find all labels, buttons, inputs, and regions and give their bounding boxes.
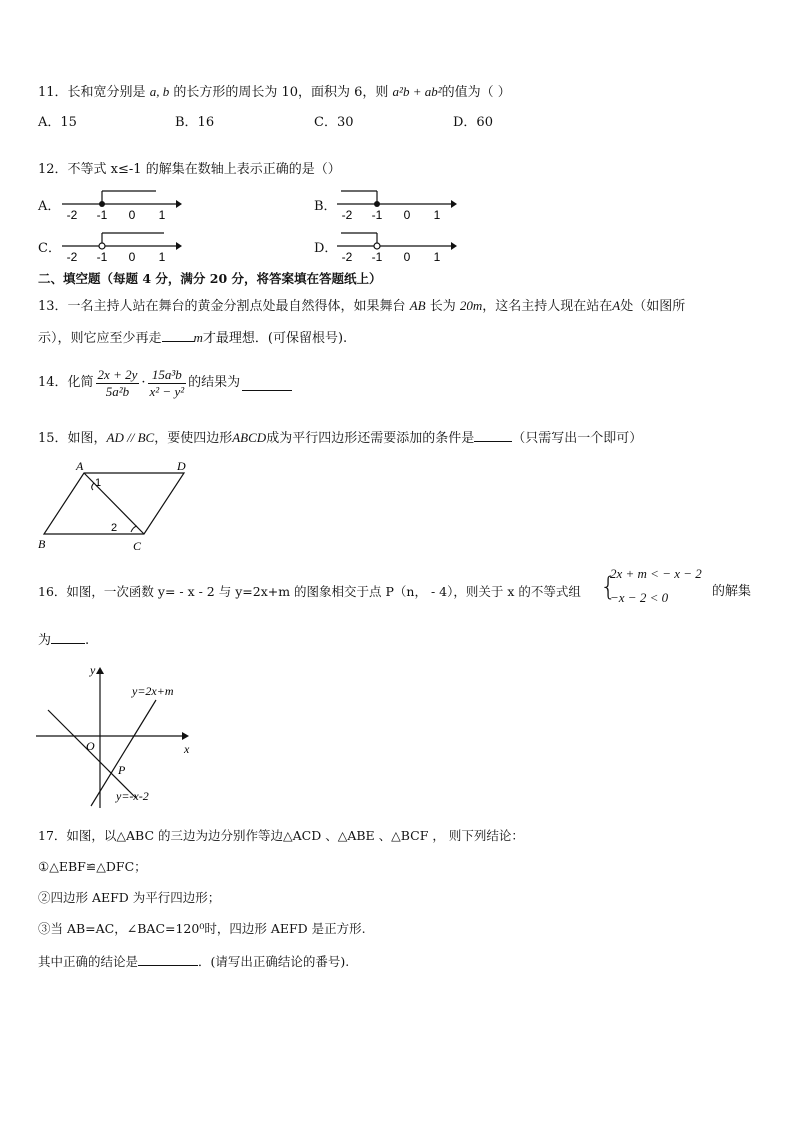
fraction-denominator: 5a²b: [105, 383, 130, 399]
q15-condition: AD // BC: [106, 430, 155, 445]
point-label-p: P: [118, 763, 126, 777]
tick-label: 0: [403, 208, 411, 222]
q12-numberline-d: [333, 228, 459, 264]
tick-label: 0: [403, 250, 411, 264]
fraction-numerator: 15a³b: [148, 367, 187, 384]
q12-label-d: D．: [314, 241, 338, 256]
tick-label: 1: [158, 208, 166, 222]
q14-suffix: 的结果为: [188, 375, 241, 390]
system-eq-2: −x − 2 < 0: [610, 590, 669, 605]
q12-label-c: C．: [38, 241, 61, 256]
axis-label-x: x: [184, 742, 190, 756]
q13-text: 示），则它应至少再走: [38, 331, 162, 346]
tick-label: 1: [433, 208, 441, 222]
q12-stem: 12．不等式 x≤-1 的解集在数轴上表示正确的是（）: [38, 162, 341, 177]
q13-text: ，这名主持人现在站在: [482, 299, 613, 314]
q16-text: .: [85, 633, 90, 648]
system-eq-1: 2x + m < − x − 2: [610, 566, 702, 581]
q13-text: 才最理想．(可保留根号).: [202, 331, 348, 346]
q11-option-a: A．15: [38, 115, 77, 130]
q17-text: ．(请写出正确结论的番号).: [198, 954, 350, 969]
q11-text-b: 的长方形的周长为 10，面积为 6，则: [173, 85, 389, 100]
q12-numberline-b: [333, 186, 459, 222]
q14-fraction-2: [148, 367, 187, 400]
q13-unit: m: [193, 330, 203, 345]
line-label-2: y=-x-2: [116, 789, 149, 803]
q12-label-a: A．: [38, 199, 61, 214]
q14-prefix: 14．化简: [38, 375, 94, 390]
answer-blank[interactable]: [138, 951, 198, 966]
q13-point-a: A: [612, 298, 621, 313]
q16-function-graph: [36, 660, 196, 812]
q11-option-b: B．16: [175, 115, 215, 130]
origin-label: O: [86, 739, 95, 753]
answer-blank[interactable]: [474, 427, 512, 442]
brace-icon: {: [600, 572, 617, 602]
q15-text: ，要使四边形: [154, 431, 233, 446]
angle-label-2: 2: [111, 522, 118, 534]
vertex-label-b: B: [38, 537, 46, 551]
vertex-label-a: A: [76, 459, 84, 473]
q11-vars: a, b: [149, 84, 170, 99]
q14-dot: ·: [141, 375, 146, 390]
tick-label: -1: [371, 208, 383, 222]
q16-after: 的解集: [712, 584, 752, 599]
q13-line2: [38, 327, 347, 348]
q11-option-d: D．60: [453, 115, 493, 130]
q15-parallelogram-figure: [34, 456, 194, 556]
vertex-label-c: C: [133, 539, 142, 553]
q13-line1: [38, 297, 685, 316]
q12-numberline-a: [58, 186, 184, 222]
line-label-1: y=2x+m: [132, 684, 174, 698]
q17-conclusion-2: ②四边形 AEFD 为平行四边形；: [38, 890, 221, 905]
q11-text-a: 11．长和宽分别是: [38, 85, 146, 100]
tick-label: 0: [128, 250, 136, 264]
q17-stem: 17．如图，以△ABC 的三边为边分别作等边△ACD 、△ABE 、△BCF ， 则下列结论：: [38, 828, 524, 843]
axis-label-y: y: [90, 663, 96, 677]
q12-numberline-c: [58, 228, 184, 264]
q11-text-c: 的值为（ ）: [441, 85, 511, 100]
q15-quad: ABCD: [232, 430, 267, 445]
q13-text: 处（如图所: [620, 299, 686, 314]
tick-label: 1: [433, 250, 441, 264]
tick-label: -2: [341, 250, 353, 264]
q15-text: 成为平行四边形还需要添加的条件是: [266, 431, 475, 446]
fraction-denominator: x² − y²: [149, 383, 185, 399]
vertex-label-d: D: [177, 459, 186, 473]
tick-label: -2: [66, 250, 78, 264]
q17-conclusion-1: ①△EBF≌△DFC；: [38, 859, 147, 874]
q13-length: 20m: [459, 298, 483, 313]
q15-text: 15．如图，: [38, 431, 107, 446]
q13-text: 长为: [429, 299, 456, 314]
q15-text: （只需写出一个即可）: [512, 431, 643, 446]
fraction-numerator: 2x + 2y: [97, 366, 138, 382]
tick-label: -2: [66, 208, 78, 222]
q13-text: 13．一名主持人站在舞台的黄金分割点处最自然得体，如果舞台: [38, 299, 406, 314]
q17-text: 其中正确的结论是: [38, 954, 139, 969]
tick-label: -2: [341, 208, 353, 222]
q11-expr: a²b + ab²: [392, 84, 442, 99]
tick-label: 1: [158, 250, 166, 264]
q12-label-b: B．: [314, 199, 337, 214]
q14-fraction-1: [96, 367, 140, 400]
q17-end: [38, 951, 349, 971]
q14-line: [38, 361, 292, 405]
answer-blank[interactable]: [51, 629, 85, 644]
answer-blank[interactable]: [162, 327, 194, 342]
q13-ab: AB: [409, 298, 426, 313]
q17-conclusion-3: ③当 AB=AC，∠BAC=120⁰时，四边形 AEFD 是正方形.: [38, 921, 366, 936]
q15-stem: [38, 427, 642, 448]
tick-label: -1: [96, 250, 108, 264]
answer-blank[interactable]: [242, 376, 292, 391]
q16-text: 为: [38, 633, 52, 648]
tick-label: -1: [96, 208, 108, 222]
q11-stem: [38, 83, 511, 102]
tick-label: 0: [128, 208, 136, 222]
angle-label-1: 1: [95, 477, 102, 489]
tick-label: -1: [371, 250, 383, 264]
q16-stem: 16．如图，一次函数 y= - x - 2 与 y=2x+m 的图象相交于点 P（n， - 4），则关于 x 的不等式组: [38, 584, 581, 599]
section-heading: 二、填空题（每题 4 分，满分 20 分，将答案填在答题纸上）: [38, 271, 382, 286]
q16-line2: [38, 629, 89, 650]
q11-option-c: C．30: [314, 115, 354, 130]
